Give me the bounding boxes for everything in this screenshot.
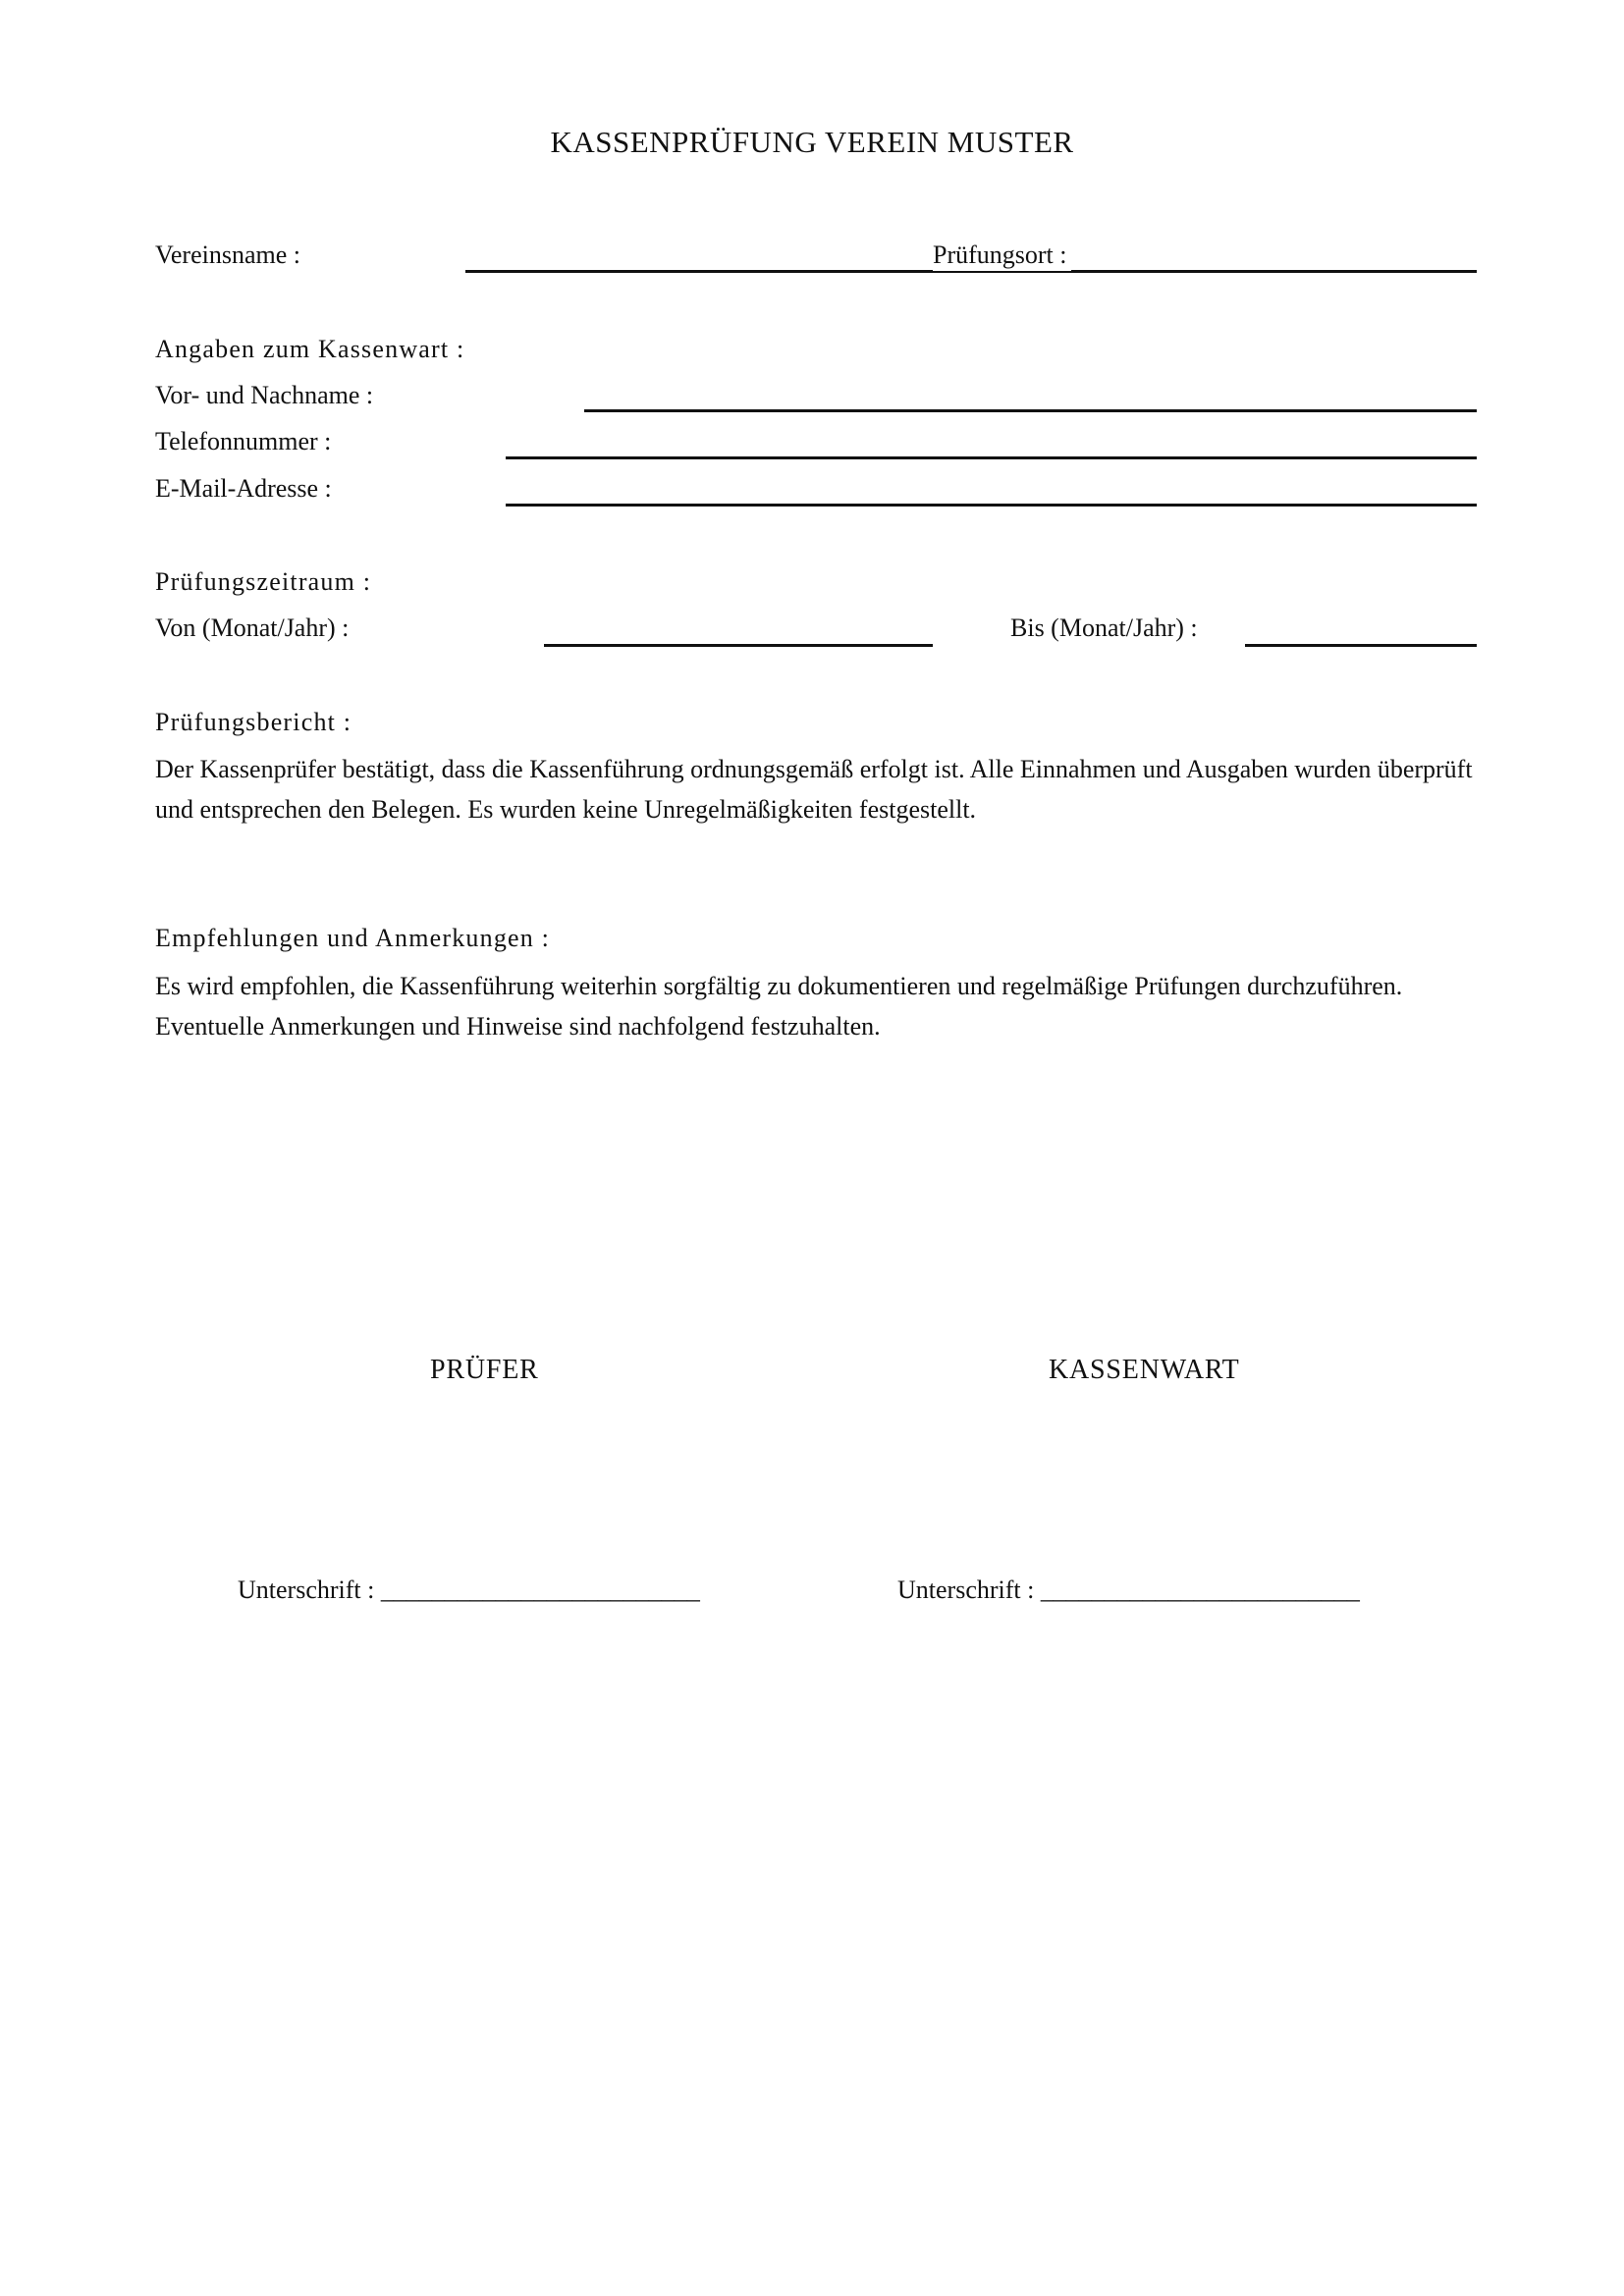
- treasurer-email-field-line[interactable]: [506, 504, 1477, 507]
- treasurer-signature-field[interactable]: Unterschrift : _________________________: [897, 1575, 1360, 1604]
- report-section-label: Prüfungsbericht :: [155, 708, 352, 736]
- recommendations-section-label: Empfehlungen und Anmerkungen :: [155, 924, 551, 952]
- auditor-heading: PRÜFER: [430, 1355, 539, 1385]
- treasurer-name-field-line[interactable]: [584, 409, 1477, 412]
- club-name-label: Vereinsname :: [155, 240, 301, 269]
- report-text: Der Kassenprüfer bestätigt, dass die Kassenführung ordnungsgemäß erfolgt ist. Alle Einnahmen und Ausgaben wurden überprüft und entsprechen den Belegen. Es wurden keine Unregelmäßigkeiten festgestellt.: [155, 755, 1473, 824]
- treasurer-phone-field-line[interactable]: [506, 456, 1477, 459]
- treasurer-heading: KASSENWART: [1049, 1355, 1240, 1385]
- period-to-label: Bis (Monat/Jahr) :: [1010, 614, 1198, 642]
- document-title: KASSENPRÜFUNG VEREIN MUSTER: [550, 125, 1074, 159]
- period-to-field-line[interactable]: [1245, 644, 1477, 647]
- treasurer-phone-label: Telefonnummer :: [155, 427, 332, 455]
- period-from-field-line[interactable]: [544, 644, 933, 647]
- period-from-label: Von (Monat/Jahr) :: [155, 614, 350, 642]
- audit-location-label: Prüfungsort :: [933, 240, 1071, 271]
- auditor-signature-field[interactable]: Unterschrift : _________________________: [238, 1575, 700, 1604]
- treasurer-section-label: Angaben zum Kassenwart :: [155, 335, 465, 363]
- recommendations-text: Es wird empfohlen, die Kassenführung weiterhin sorgfältig zu dokumentieren und regelmäßige Prüfungen durchzuführen. Eventuelle Anmerkungen und Hinweise sind nachfolgend festzuhalten.: [155, 972, 1403, 1041]
- audit-period-section-label: Prüfungszeitraum :: [155, 567, 372, 596]
- treasurer-email-label: E-Mail-Adresse :: [155, 474, 332, 503]
- treasurer-name-label: Vor- und Nachname :: [155, 381, 374, 409]
